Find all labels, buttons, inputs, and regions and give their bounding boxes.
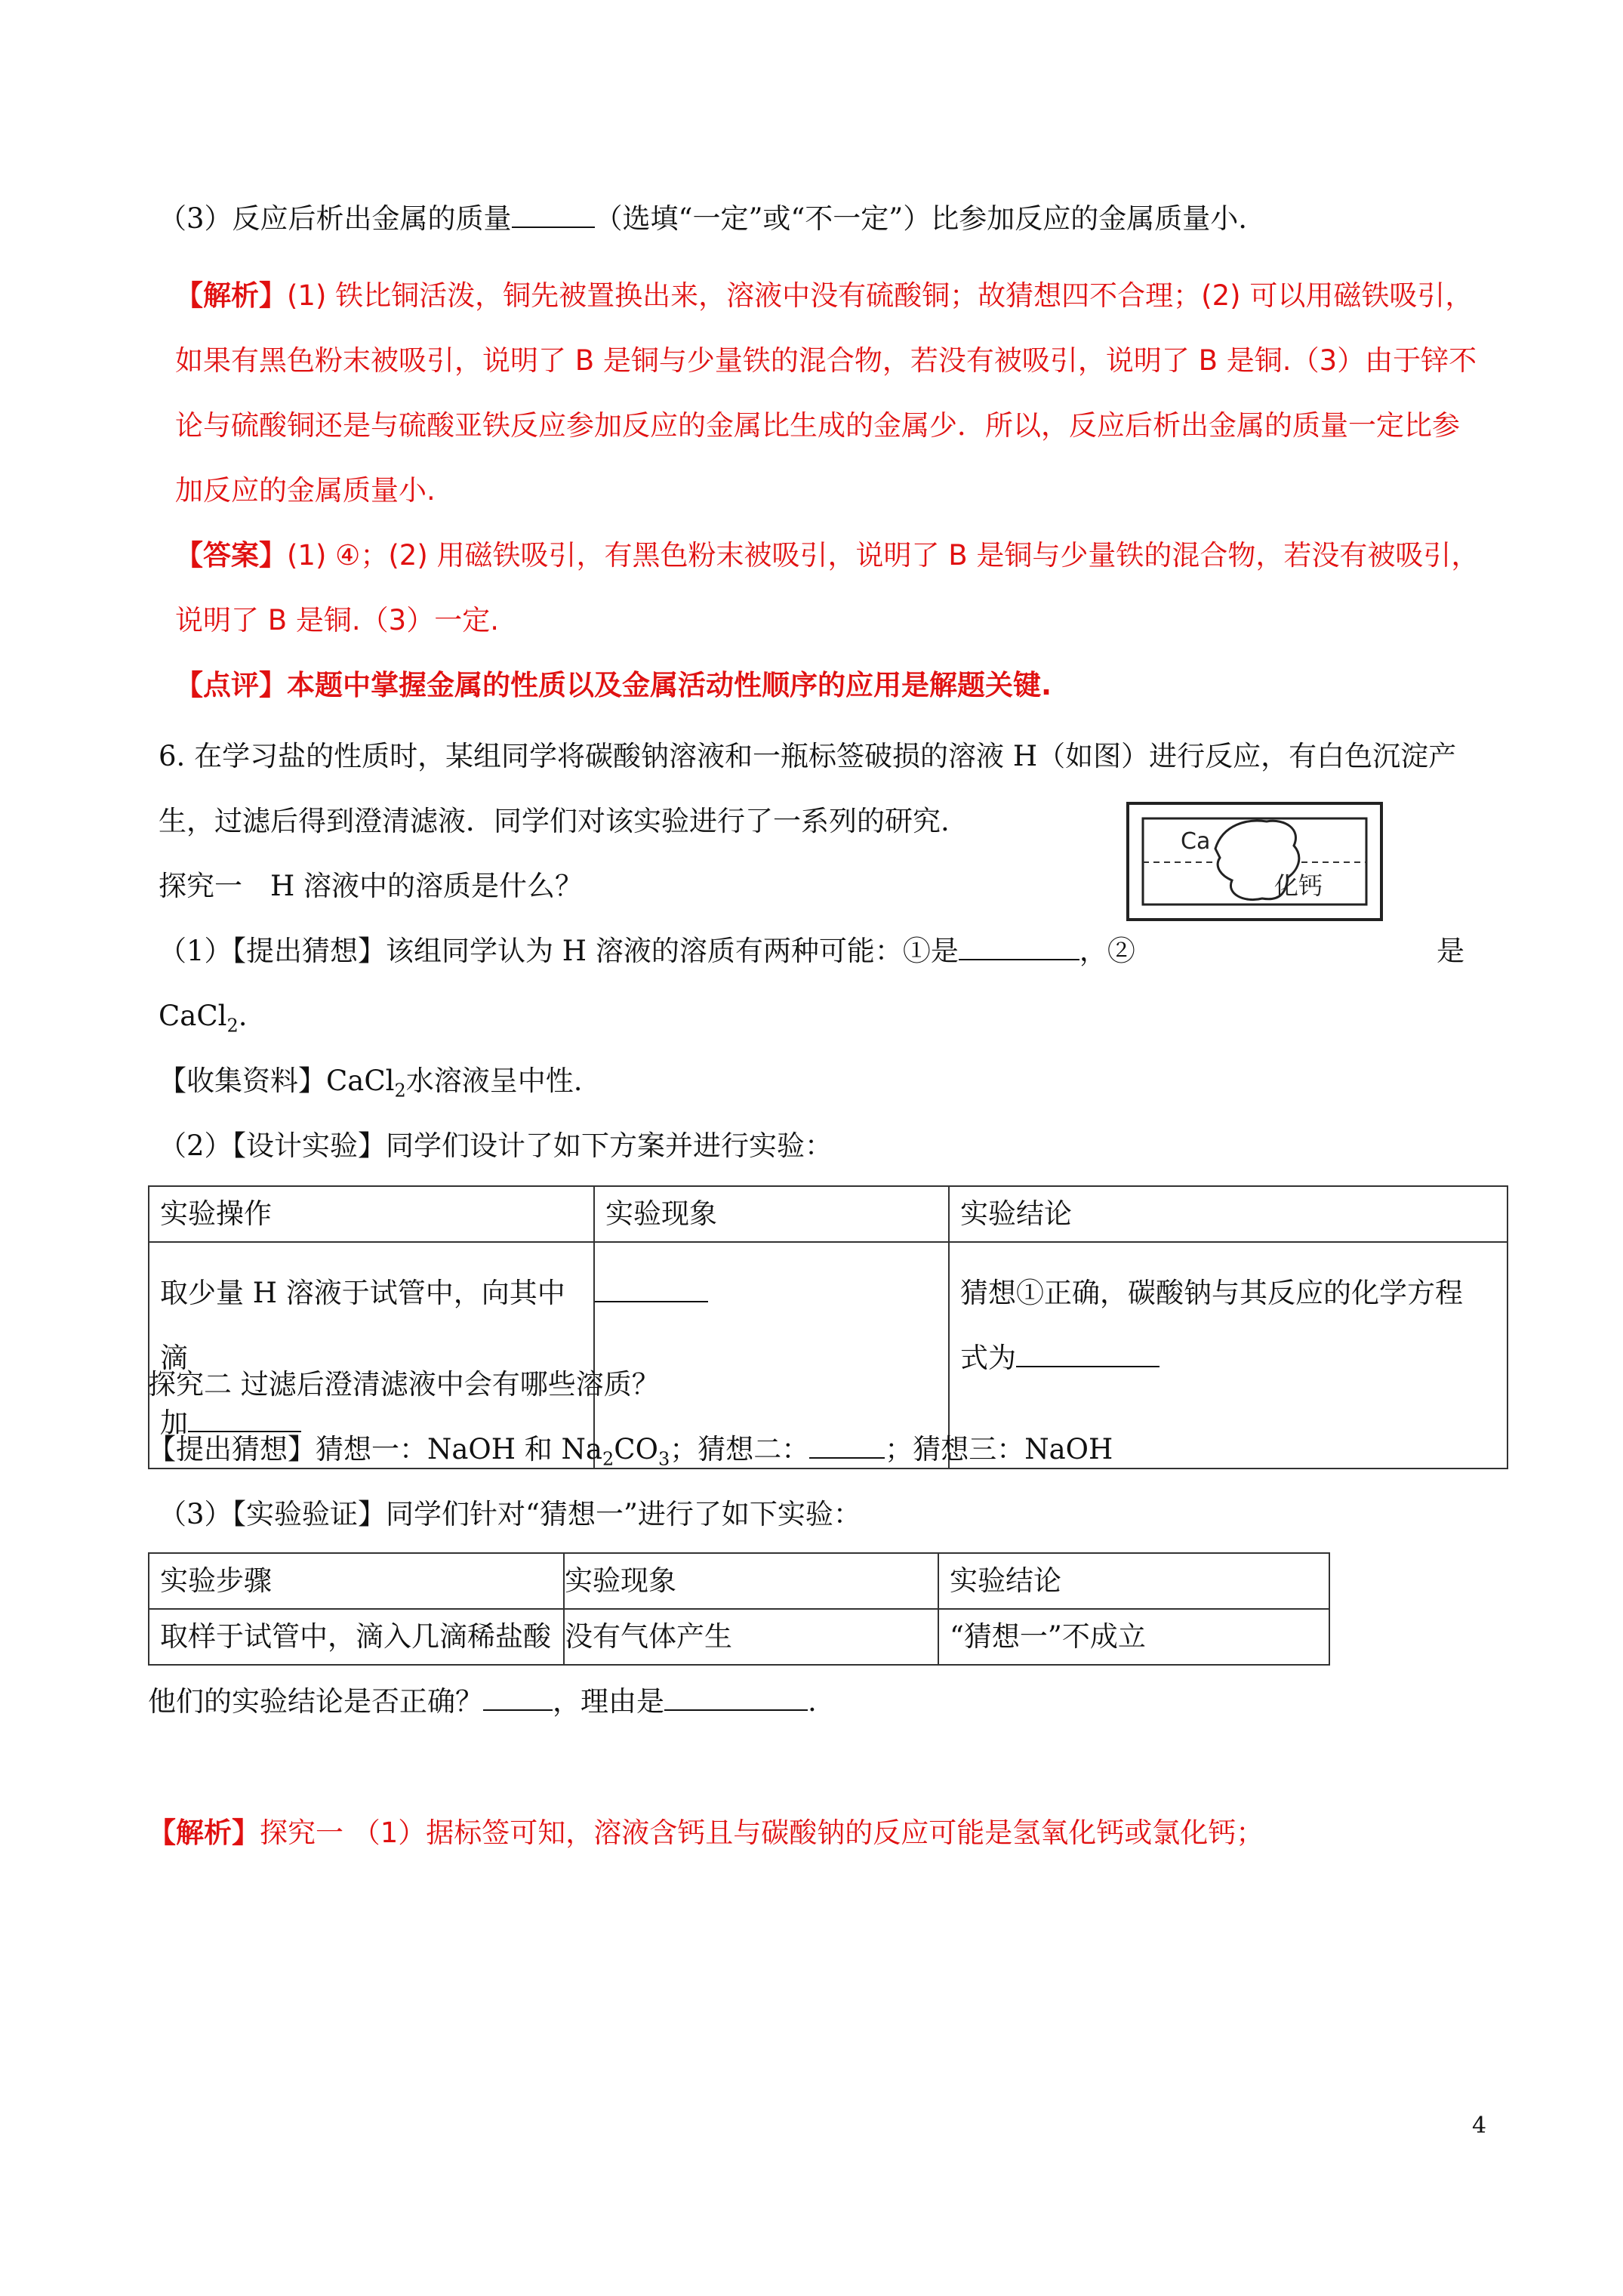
conclusion-blank1 (483, 1687, 553, 1711)
table1-op-l1: 取少量 H 溶液于试管中，向其中滴 (160, 1277, 565, 1374)
label-figure (1126, 802, 1383, 921)
conclusion-prefix: 他们的实验结论是否正确？ (148, 1685, 483, 1718)
label-left-text: Ca (1181, 828, 1211, 855)
guess2-line (148, 1433, 1113, 1475)
explore2-text: 探究二 过滤后澄清滤液中会有哪些溶质？ (148, 1368, 660, 1401)
table2-header-obs: 实验现象 (564, 1553, 938, 1609)
analysis2-line (148, 1817, 1264, 1850)
guess2-sub1: 2 (602, 1448, 614, 1470)
guess1-mid: ，② (1079, 935, 1135, 967)
answer1-text2: 说明了 B 是铜.（3）一定. (175, 604, 499, 636)
guess1-cont (159, 1000, 248, 1042)
q6-text1: 6. 在学习盐的性质时，某组同学将碳酸钠溶液和一瓶标签破损的溶液 H（如图）进行反应，有白色沉淀产 (159, 740, 1457, 772)
guess2-sub2: 3 (658, 1448, 670, 1470)
guess2-mid: ；猜想二： (670, 1433, 810, 1465)
comment1-line (175, 669, 1052, 702)
q6-line1 (159, 740, 1456, 773)
explore2-title (148, 1368, 660, 1401)
analysis1-line2 (175, 344, 1477, 378)
explore1-text: 探究一 H 溶液中的溶质是什么？ (159, 870, 584, 902)
table1-conc-l1: 猜想①正确，碳酸钠与其反应的化学方程 (960, 1277, 1463, 1309)
answer1-tag: 【答案】 (175, 539, 287, 572)
label-right-text: 化钙 (1274, 871, 1323, 900)
guess1-blank1 (959, 936, 1079, 960)
conclusion-blank2 (664, 1687, 808, 1711)
analysis2-tag: 【解析】 (148, 1817, 260, 1849)
answer1-line2 (175, 604, 499, 637)
table1-header-row (149, 1186, 1508, 1242)
comment1-tag: 【点评】 (175, 669, 287, 701)
analysis1-text2: 如果有黑色粉末被吸引，说明了 B 是铜与少量铁的混合物，若没有被吸引，说明了 B 是铜.（3）由于锌不 (175, 344, 1477, 377)
answer1-text1: (1) ④；(2) 用磁铁吸引，有黑色粉末被吸引，说明了 B 是铜与少量铁的混合物，若没有被吸引， (287, 539, 1480, 572)
guess1-end: 是 (1437, 935, 1464, 967)
explore1-title (159, 870, 583, 903)
analysis1-text1: (1) 铁比铜活泼，铜先被置换出来，溶液中没有硫酸铜；故猜想四不合理；(2) 可以用磁铁吸引， (287, 279, 1474, 312)
guess1-cont-text: CaCl (159, 1000, 227, 1032)
page-number: 4 (1472, 2113, 1487, 2139)
analysis1-line3 (175, 409, 1460, 442)
q3-line (159, 202, 1247, 236)
q3-prefix: （3）反应后析出金属的质量 (159, 202, 512, 235)
table2-cell-step: 取样于试管中，滴入几滴稀盐酸 (149, 1609, 564, 1665)
table1-op-l2: 加 (160, 1407, 188, 1439)
answer1-line1 (175, 539, 1479, 572)
q3-suffix: （选填“一定”或“不一定”）比参加反应的金属质量小. (594, 202, 1247, 235)
conclusion-question (148, 1685, 817, 1718)
table1-conc-blank (1016, 1343, 1160, 1367)
analysis1-text4: 加反应的金属质量小. (175, 474, 436, 507)
table2-cell-conc: “猜想一”不成立 (938, 1609, 1329, 1665)
table2-cell-obs: 没有气体产生 (564, 1609, 938, 1665)
table2-header-step: 实验步骤 (149, 1553, 564, 1609)
table1-header-conc: 实验结论 (949, 1186, 1508, 1242)
analysis1-text3: 论与硫酸铜还是与硫酸亚铁反应参加反应的金属比生成的金属少．所以，反应后析出金属的质量一定比参 (175, 409, 1460, 442)
guess1-prefix: （1）【提出猜想】该组同学认为 H 溶液的溶质有两种可能：①是 (159, 935, 959, 967)
experiment-table-2 (148, 1552, 1330, 1666)
q3-blank (512, 204, 595, 228)
collect-text: 【收集资料】CaCl (159, 1065, 395, 1097)
analysis1-line1 (175, 279, 1473, 313)
guess2-end: ；猜想三：NaOH (885, 1433, 1113, 1465)
table1-header-obs: 实验现象 (594, 1186, 949, 1242)
q6-line2 (159, 805, 950, 838)
guess1-cont-sub: 2 (226, 1015, 239, 1037)
experiment-table-1 (148, 1185, 1508, 1469)
table1-op-blank (188, 1408, 301, 1432)
design-line (159, 1130, 833, 1163)
analysis1-tag: 【解析】 (175, 279, 287, 312)
guess2-prefix: 【提出猜想】猜想一：NaOH 和 Na (148, 1433, 602, 1465)
conclusion-end: . (808, 1685, 817, 1718)
guess2-blank (809, 1435, 885, 1459)
collect-sub: 2 (394, 1080, 406, 1102)
table1-obs-blank (595, 1278, 708, 1302)
design-text: （2）【设计实验】同学们设计了如下方案并进行实验： (159, 1130, 833, 1162)
table1-header-op: 实验操作 (149, 1186, 594, 1242)
conclusion-mid: ，理由是 (553, 1685, 664, 1718)
table2-row (149, 1609, 1329, 1665)
torn-label-drawing (1126, 802, 1383, 921)
table1-conc-l2: 式为 (960, 1342, 1016, 1374)
collect-end: 水溶液呈中性. (405, 1065, 583, 1097)
q6-text2: 生，过滤后得到澄清滤液．同学们对该实验进行了一系列的研究. (159, 805, 950, 837)
table2-header-conc: 实验结论 (938, 1553, 1329, 1609)
verify-line (159, 1498, 861, 1531)
comment1-text: 本题中掌握金属的性质以及金属活动性顺序的应用是解题关键. (287, 669, 1052, 701)
guess1-line (159, 935, 1464, 968)
guess2-co: CO (614, 1433, 658, 1465)
table2-header-row (149, 1553, 1329, 1609)
analysis2-text: 探究一 （1）据标签可知，溶液含钙且与碳酸钠的反应可能是氢氧化钙或氯化钙； (260, 1817, 1264, 1849)
guess1-cont-end: . (238, 1000, 248, 1032)
analysis1-line4 (175, 474, 436, 507)
verify-text: （3）【实验验证】同学们针对“猜想一”进行了如下实验： (159, 1498, 861, 1530)
collect-line (159, 1065, 583, 1107)
